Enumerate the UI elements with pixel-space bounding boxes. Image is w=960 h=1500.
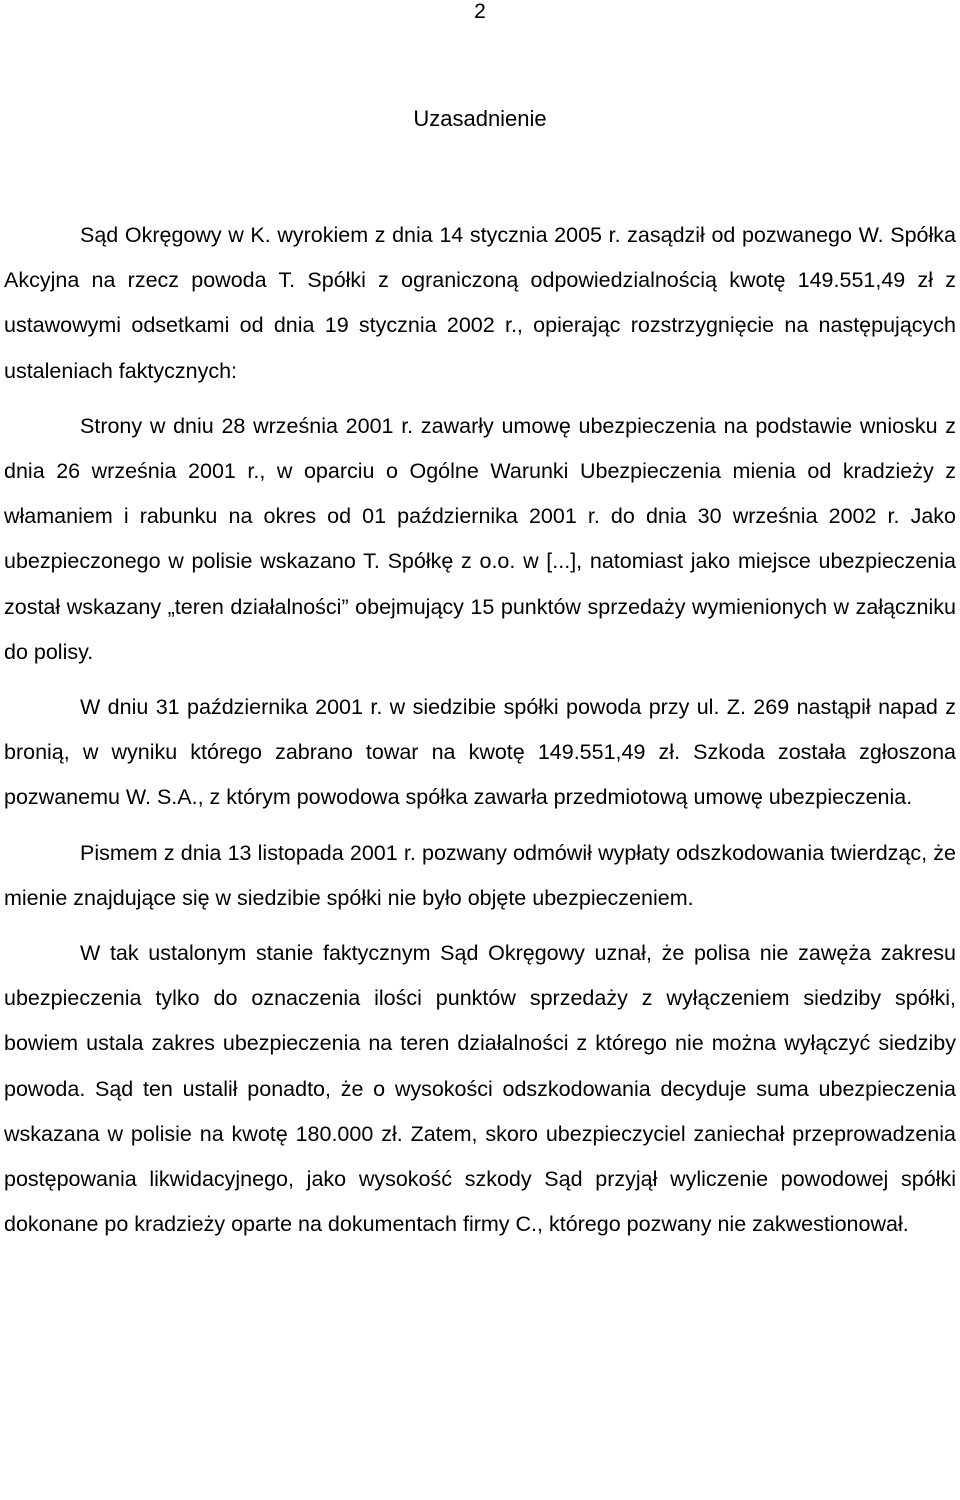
paragraph-court-findings: W tak ustalonym stanie faktycznym Sąd Okręgowy uznał, że polisa nie zawęża zakresu ubezpieczenia tylko do oznaczenia ilości punktów sprzedaży z wyłączeniem siedziby spółki, bowiem ustala zakres ubezpieczenia na teren działalności z którego nie można wyłączyć siedziby powoda. Sąd ten ustalił ponadto, że o wysokości odszkodowania decyduje suma ubezpieczenia wskazana w polisie na kwotę 180.000 zł. Zatem, skoro ubezpieczyciel zaniechał przeprowadzenia postępowania likwidacyjnego, jako wysokość szkody Sąd przyjął wyliczenie powodowej spółki dokonane po kradzieży oparte na dokumentach firmy C., którego pozwany nie zakwestionował. (4, 941, 956, 1237)
document-title: Uzasadnienie (413, 106, 547, 131)
page-number: 2 (474, 0, 486, 23)
paragraph-robbery: W dniu 31 października 2001 r. w siedzibie spółki powoda przy ul. Z. 269 nastąpił napad z bronią, w wyniku którego zabrano towar na kwotę 149.551,49 zł. Szkoda została zgłoszona pozwanemu W. S.A., z którym powodowa spółka zawarła przedmiotową umowę ubezpieczenia. (4, 695, 956, 810)
paragraph-refusal: Pismem z dnia 13 listopada 2001 r. pozwany odmówił wypłaty odszkodowania twierdząc, że mienie znajdujące się w siedzibie spółki nie było objęte ubezpieczeniem. (4, 840, 956, 910)
paragraph-judgment: Sąd Okręgowy w K. wyrokiem z dnia 14 stycznia 2005 r. zasądził od pozwanego W. Spółka Akcyjna na rzecz powoda T. Spółki z ograniczoną odpowiedzialnością kwotę 149.551,49 zł z ustawowymi odsetkami od dnia 19 stycznia 2002 r., opierając rozstrzygnięcie na następujących ustaleniach faktycznych: (4, 223, 956, 383)
paragraph-insurance-agreement: Strony w dniu 28 września 2001 r. zawarły umowę ubezpieczenia na podstawie wniosku z dnia 26 września 2001 r., w oparciu o Ogólne Warunki Ubezpieczenia mienia od kradzieży z włamaniem i rabunku na okres od 01 października 2001 r. do dnia 30 września 2002 r. Jako ubezpieczonego w polisie wskazano T. Spółkę z o.o. w [...], natomiast jako miejsce ubezpieczenia został wskazany „teren działalności” obejmujący 15 punktów sprzedaży wymienionych w załączniku do polisy. (4, 413, 956, 664)
document-body (4, 213, 956, 1247)
